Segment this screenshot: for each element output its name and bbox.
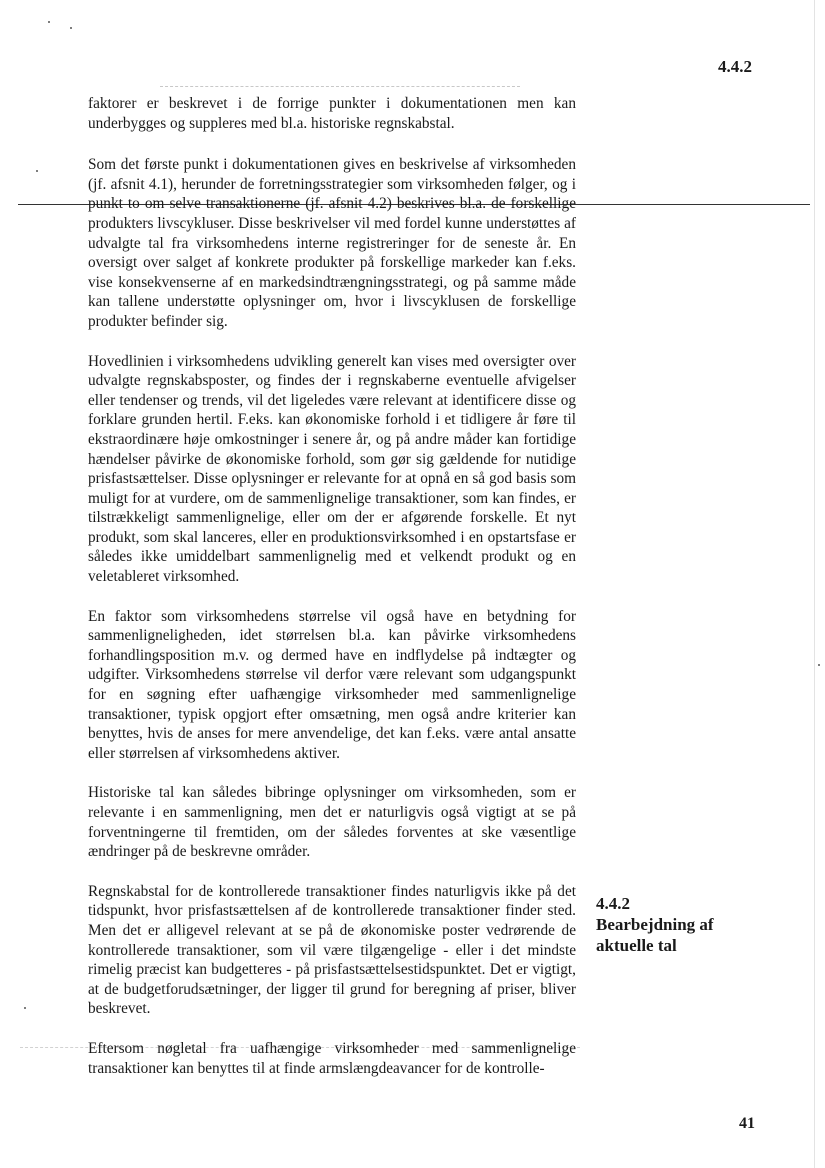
- scan-speck: [36, 170, 38, 172]
- margin-heading-number: 4.4.2: [596, 894, 630, 913]
- page-number: 41: [739, 1115, 755, 1132]
- paragraph: Historiske tal kan således bibringe oplysninger om virksomheden, som er relevante i en sammenligning, men det er naturligvis også vigtigt at se på forventningerne til fremtiden, om der således forventes at ske væsentlige ændringer på de beskrevne områder.: [88, 784, 576, 861]
- paragraph: faktorer er beskrevet i de forrige punkter i dokumentationen men kan underbygges og suppleres med bl.a. historiske regnskabstal.: [88, 95, 576, 132]
- section-header-number: 4.4.2: [718, 57, 752, 76]
- paragraph: Hovedlinien i virksomhedens udvikling generelt kan vises med oversigter over udvalgte regnskabsposter, og findes der i regnskaberne eventuelle afvigelser eller tendenser og trends, vil det ligeledes være relevant at identificere disse og forklare grunden hertil. F.eks. kan økonomiske forhold i et tidligere år føre til ekstraordinære høje omkostninger i senere år, og på andre måder kan fortidige hændelser påvirke de økonomiske forhold, som gør sig gældende for nutidige prisfastsættelser. Disse oplysninger er relevante for at opnå en så god basis som muligt for at vurdere, om de sammenlignelige transaktioner, som kan findes, er tilstrækkeligt sammenlignelige, eller om der er afgørende forskelle. Et nyt produkt, som skal lanceres, eller en produktionsvirksomhed i en opstartsfase er således ikke umiddelbart sammenlignelig med et velkendt produkt og en veletableret virksomhed.: [88, 352, 576, 586]
- scan-edge: [814, 0, 815, 1168]
- scan-speck: [48, 21, 50, 23]
- paragraph: Regnskabstal for de kontrollerede transaktioner findes naturligvis ikke på det tidspunkt, hvor prisfastsættelsen af de kontrollerede transaktioner finder sted. Men det er alligevel relevant at se på de økonomiske poster vedrørende de kontrollerede transaktioner, som vil være tilgængelige - eller i det mindste rimelig præcist kan budgetteres - på prisfastsættelsestidspunktet. Det er vigtigt, at de budgetforudsætninger, der ligger til grund for beregning af priser, bliver beskrevet.: [88, 882, 576, 1018]
- margin-heading-title: Bearbejdning af aktuelle tal: [596, 915, 714, 955]
- scan-speck: [818, 664, 820, 666]
- scan-artifact-line: [160, 86, 520, 87]
- paragraph: Som det første punkt i dokumentationen gives en beskrivelse af virksomheden (jf. afsnit 4.1), herunder de forretningsstrategier som virksomheden følger, og i punkt to om selve transaktionerne (jf. afsnit 4.2) beskrives bl.a. de forskellige produkters livscykluser. Disse beskrivelser vil med fordel kunne understøttes af udvalgte tal fra virksomhedens interne registreringer for de seneste år. En oversigt over salget af konkrete produkter på forskellige markeder kan f.eks. vise konsekvenserne af en markedsindtrængningsstrategi, og på samme måde kan tallene understøtte oplysninger om, hvor i livscyklusen de forskellige produkter befinder sig.: [88, 156, 576, 330]
- scan-speck: [70, 27, 72, 29]
- paragraph: Eftersom nøgletal fra uafhængige virksomheder med sammenlignelige transaktioner kan benyttes til at finde armslængdeavancer for de kontrolle-: [88, 1039, 576, 1077]
- paragraph: En faktor som virksomhedens størrelse vil også have en betydning for sammenligneligheden, idet størrelsen bl.a. kan påvirke virksomhedens forhandlingsposition m.v. og dermed have en indflydelse på indtægter og udgifter. Virksomhedens størrelse vil derfor være relevant som udgangspunkt for en søgning efter uafhængige virksomheder med sammenlignelige transaktioner, typisk opgjort efter omsætning, men også andre kriterier kan benyttes, hvis de anses for mere anvendelige, det kan f.eks. være antal ansatte eller størrelsen af virksomhedens aktiver.: [88, 607, 576, 762]
- scan-speck: [24, 1007, 26, 1009]
- margin-heading: [596, 893, 746, 956]
- body-text: [88, 94, 576, 1098]
